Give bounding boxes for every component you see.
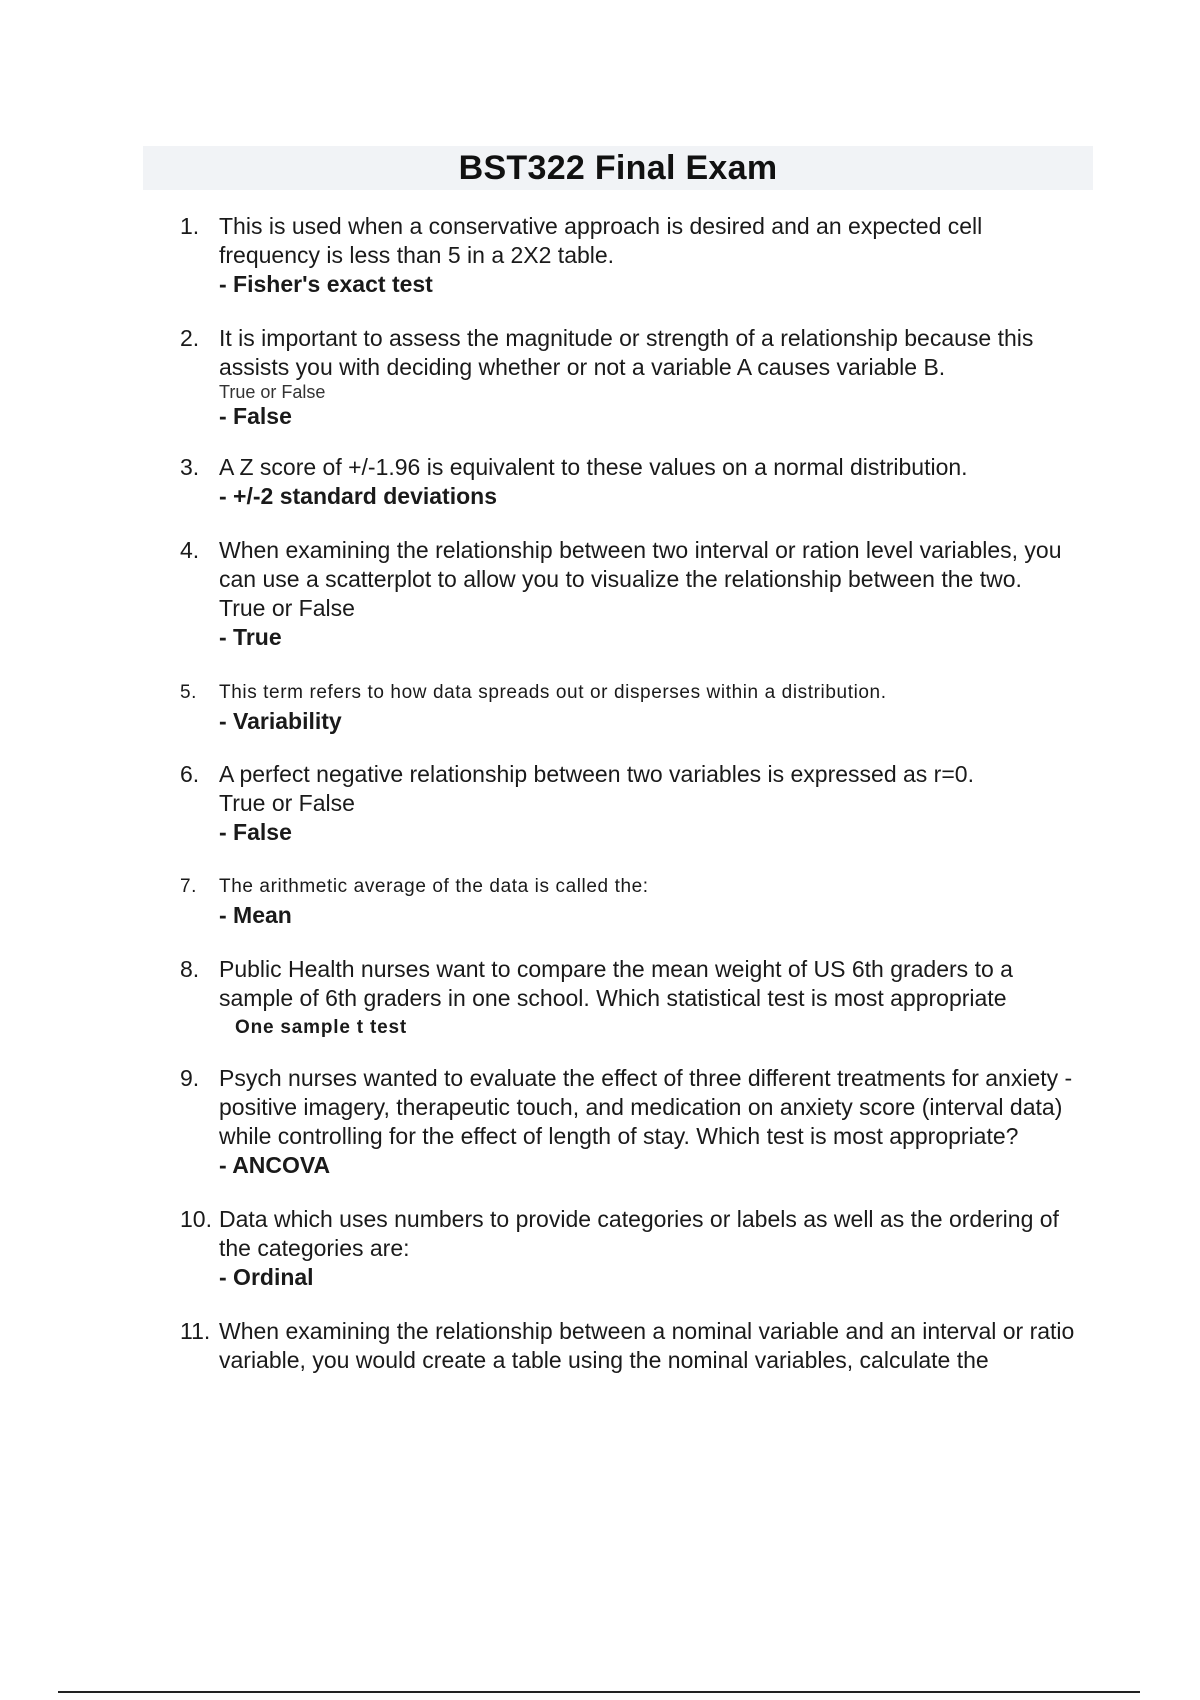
question-item [180,1064,1080,1180]
question-text: Public Health nurses want to compare the mean weight of US 6th graders to a sample of 6th graders in one school. Which statistical test is most appropriate [219,956,1013,1011]
question-number: 10. [180,1206,212,1232]
answer-text: - Fisher's exact test [219,271,433,297]
question-item [180,212,1080,299]
question-text: This is used when a conservative approach is desired and an expected cell frequency is less than 5 in a 2X2 table. [219,213,983,268]
question-number: 5. [180,682,198,703]
question-text: Data which uses numbers to provide categories or labels as well as the ordering of the categories are: [219,1206,1059,1261]
true-false-label: True or False [219,595,355,621]
answer-text: - +/-2 standard deviations [219,483,497,509]
question-item [180,760,1080,847]
answer-text: - ANCOVA [219,1152,331,1178]
question-text: When examining the relationship between a nominal variable and an interval or ratio variable, you would create a table using the nominal variables, calculate the [219,1318,1075,1373]
answer-text: - Mean [219,902,292,928]
answer-text: - False [219,403,292,429]
question-text: Psych nurses wanted to evaluate the effect of three different treatments for anxiety - positive imagery, therapeutic touch, and medication on anxiety score (interval data) while controlling for the effect of length of stay. Which test is most appropriate? [219,1065,1073,1149]
question-text: This term refers to how data spreads out or disperses within a distribution. [219,682,887,703]
answer-text: - Ordinal [219,1264,314,1290]
question-number: 2. [180,325,200,351]
question-item [180,1205,1080,1292]
question-text: A Z score of +/-1.96 is equivalent to these values on a normal distribution. [219,454,968,480]
question-item [180,536,1080,652]
true-false-label: True or False [219,382,326,402]
true-false-label: True or False [219,790,355,816]
answer-text: - True [219,624,282,650]
question-number: 9. [180,1065,200,1091]
page-bottom-rule [58,1691,1140,1693]
title-bar [143,146,1093,190]
question-number: 6. [180,761,200,787]
question-number: 8. [180,956,200,982]
question-item [180,955,1080,1042]
question-number: 11. [180,1318,211,1344]
question-number: 1. [180,213,200,239]
question-list [180,212,1080,1375]
answer-text: - False [219,819,292,845]
question-text: A perfect negative relationship between two variables is expressed as r=0. [219,761,974,787]
page-title: BST322 Final Exam [458,149,778,187]
question-number: 3. [180,454,200,480]
question-item [180,678,1080,736]
question-text: It is important to assess the magnitude or strength of a relationship because this assists you with deciding whether or not a variable A causes variable B. [219,325,1034,380]
question-item [180,1317,1080,1375]
question-item [180,453,1080,511]
answer-text: One sample t test [235,1017,407,1038]
question-number: 7. [180,876,198,897]
question-text: The arithmetic average of the data is called the: [219,876,649,897]
question-item [180,324,1080,431]
question-item [180,872,1080,930]
question-number: 4. [180,537,200,563]
question-text: When examining the relationship between two interval or ration level variables, you can use a scatterplot to allow you to visualize the relationship between the two. [219,537,1062,592]
answer-text: - Variability [219,708,342,734]
